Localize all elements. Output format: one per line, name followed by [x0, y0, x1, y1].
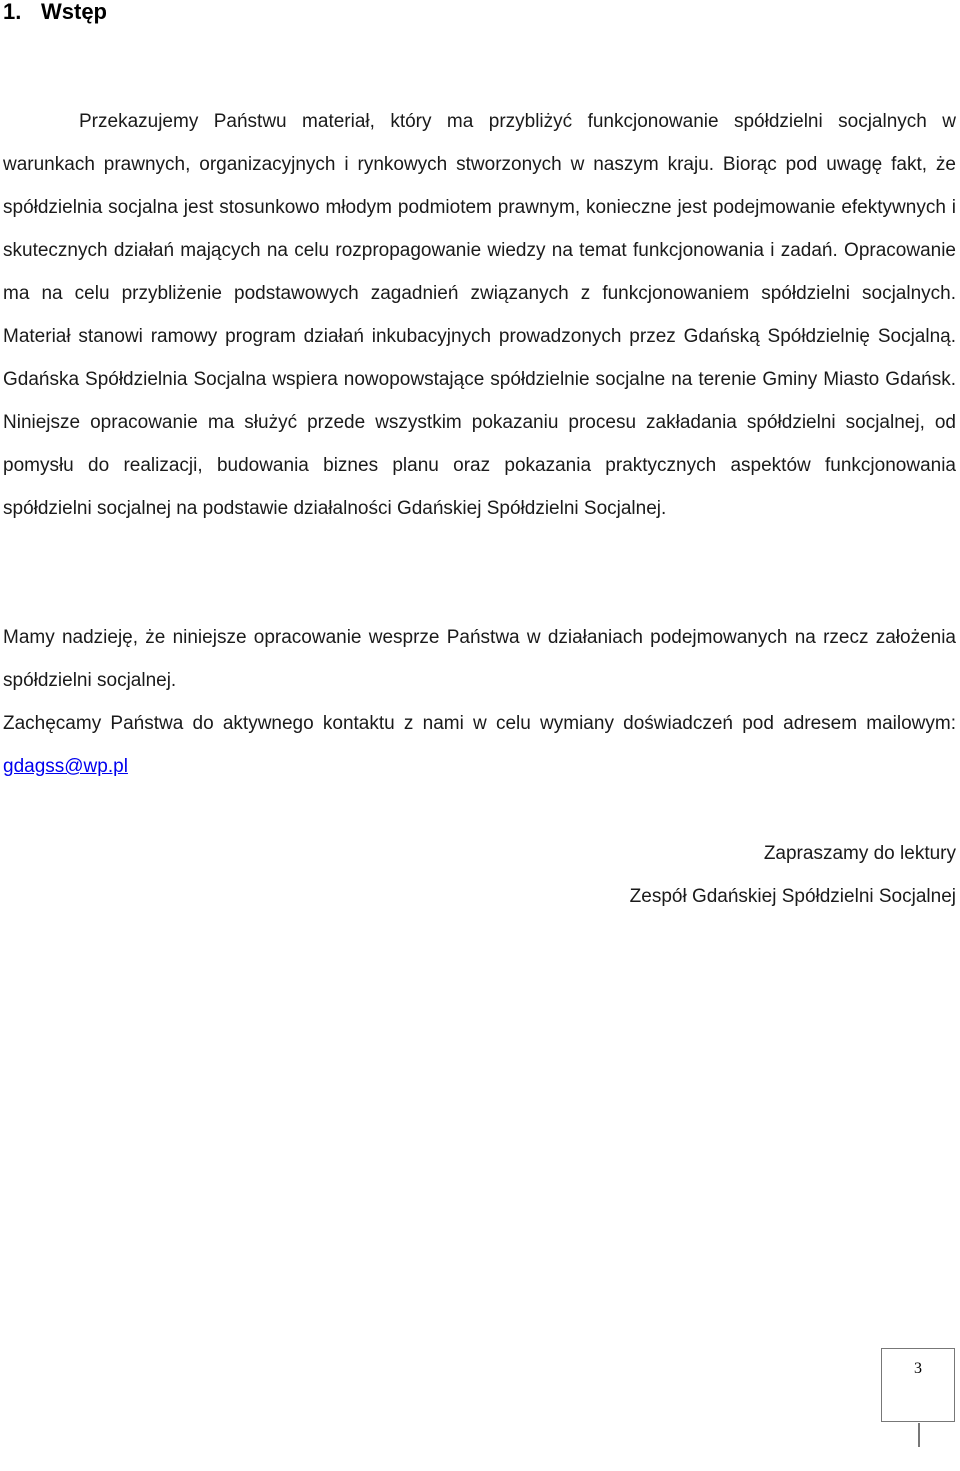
section-heading: [3, 0, 107, 26]
section-number: 1.: [3, 0, 22, 24]
page-number: 3: [914, 1360, 922, 1377]
contact-paragraph: [3, 702, 956, 788]
section-title: Wstęp: [41, 0, 107, 24]
hope-paragraph: Mamy nadzieję, że niniejsze opracowanie wesprze Państwa w działaniach podejmowanych na rzecz założenia spółdzielni socjalnej.: [3, 627, 956, 691]
closing-invite: Zapraszamy do lektury: [763, 843, 956, 864]
closing-signature: Zespół Gdańskiej Spółdzielni Socjalnej: [629, 886, 956, 907]
email-link[interactable]: gdagss@wp.pl: [3, 756, 128, 777]
contact-text: Zachęcamy Państwa do aktywnego kontaktu z nami w celu wymiany doświadczeń pod adresem mailowym:: [3, 713, 956, 734]
intro-paragraph: Przekazujemy Państwu materiał, który ma przybliżyć funkcjonowanie spółdzielni socjalnych w warunkach prawnych, organizacyjnych i rynkowych stworzonych w naszym kraju. Biorąc pod uwagę fakt, że spółdzielnia socjalna jest stosunkowo młodym podmiotem prawnym, konieczne jest podejmowanie efektywnych i skutecznych działań mających na celu rozpropagowanie wiedzy na temat funkcjonowania i zadań. Opracowanie ma na celu przybliżenie podstawowych zagadnień związanych z funkcjonowaniem spółdzielni socjalnych. Materiał stanowi ramowy program działań inkubacyjnych prowadzonych przez Gdańską Spółdzielnię Socjalną. Gdańska Spółdzielnia Socjalna wspiera nowopowstające spółdzielnie socjalne na terenie Gminy Miasto Gdańsk. Niniejsze opracowanie ma służyć przede wszystkim pokazaniu procesu zakładania spółdzielni socjalnej, od pomysłu do realizacji, budowania biznes planu oraz pokazania praktycznych aspektów funkcjonowania spółdzielni socjalnej na podstawie działalności Gdańskiej Spółdzielni Socjalnej.: [3, 111, 956, 519]
page-number-box: [881, 1348, 955, 1422]
